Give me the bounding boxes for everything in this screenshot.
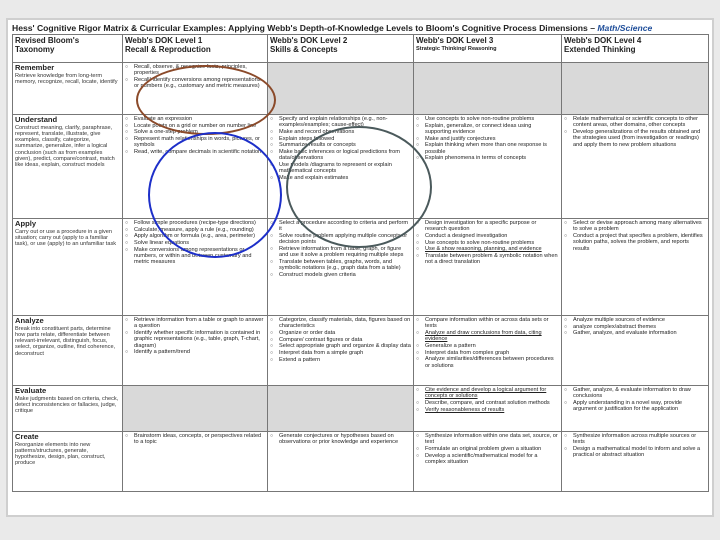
matrix-item: ○ Conduct a designed investigation [416,233,559,239]
matrix-item: ○ Represent math relationships in words, pictures, or symbols [125,136,265,149]
apply-dok4-cell [562,219,709,316]
header-dok2: Webb's DOK Level 2 Skills & Concepts [268,35,414,63]
matrix-item: ○ Explain phenomena in terms of concepts [416,155,559,161]
matrix-item: ○ Develop generalizations of the results obtained and the strategies used (from investigation or readings) and apply them to new problem situations [564,129,706,148]
matrix-item: ○ Translate between tables, graphs, words, and symbolic notations (e.g., graph data from a table) [270,259,411,272]
matrix-item: ○ Select a procedure according to criteria and perform it [270,220,411,233]
matrix-item: ○ Develop a scientific/mathematical model for a complex situation [416,453,559,466]
matrix-item: ○ Explain thinking when more than one response is possible [416,142,559,155]
understand-label-cell: Understand Construct meaning, clarify, paraphrase, represent, translate, illustrate, give examples, classify, categorize, summarize, generalize, infer a logical conclusion (such as from examples given), predict, compare/contrast, match like ideas, explain, construct models [13,115,123,219]
analyze-dok4-cell [562,316,709,386]
understand-dok3-cell [414,115,562,219]
matrix-item: ○ Apply understanding in a novel way, provide argument or justification for the application [564,400,706,413]
matrix-item: ○ Extend a pattern [270,357,411,363]
matrix-item: ○ Retrieve information from a table or graph to answer a question [125,317,265,330]
apply-label-cell: Apply Carry out or use a procedure in a given situation; carry out (apply to a familiar task), or use (apply) to an unfamiliar task [13,219,123,316]
row-evaluate [13,386,709,432]
matrix-item: ○ Select or devise approach among many alternatives to solve a problem [564,220,706,233]
matrix-item: ○ Interpret data from complex graph [416,350,559,356]
matrix-item: ○ Follow simple procedures (recipe-type directions) [125,220,265,226]
matrix-item: ○ Gather, analyze, & evaluate information to draw conclusions [564,387,706,400]
matrix-item: ○ Make conversions among representations or numbers, or within and between customary and metric measures [125,247,265,266]
create-dok4-cell [562,432,709,492]
matrix-item: ○ Select appropriate graph and organize & display data [270,343,411,349]
matrix-item: ○ Read, write, compare decimals in scientific notation [125,149,265,155]
matrix-item: ○ Generate conjectures or hypotheses based on observations or prior knowledge and experience [270,433,411,446]
remember-dok4-cell [562,63,709,115]
row-understand [13,115,709,219]
row-remember [13,63,709,115]
matrix-item: ○ Design investigation for a specific purpose or research question [416,220,559,233]
matrix-item: ○ Summarize results or concepts [270,142,411,148]
matrix-item: ○ Interpret data from a simple graph [270,350,411,356]
matrix-item: ○ Make and explain estimates [270,175,411,181]
analyze-dok2-cell [268,316,414,386]
header-dok3: Webb's DOK Level 3 Strategic Thinking/ Reasoning [414,35,562,63]
matrix-item: ○ Make and record observations [270,129,411,135]
matrix-item: ○ Construct models given criteria [270,272,411,278]
document-page [8,20,712,515]
matrix-item: ○ Solve routine problem applying multiple concepts or decision points [270,233,411,246]
matrix-item: ○ Translate between problem & symbolic notation when not a direct translation [416,253,559,266]
matrix-item: ○ Solve a one-step problem [125,129,265,135]
title-text: Hess' Cognitive Rigor Matrix & Curricular Examples: Applying Webb's Depth-of-Knowledge Levels to Bloom's Cognitive Process Dimensions – [12,23,595,33]
analyze-label-cell: Analyze Break into constituent parts, determine how parts relate, differentiate between relevant-irrelevant, distinguish, focus, select, organize, outline, find coherence, deconstruct [13,316,123,386]
matrix-item: ○ analyze complex/abstract themes [564,324,706,330]
matrix-item: ○ Specify and explain relationships (e.g., non-examples/examples; cause-effect) [270,116,411,129]
evaluate-dok2-cell [268,386,414,432]
matrix-item: ○ Relate mathematical or scientific concepts to other content areas, other domains, other concepts [564,116,706,129]
analyze-dok1-cell [123,316,268,386]
evaluate-dok1-cell [123,386,268,432]
create-label-cell: Create Reorganize elements into new patterns/structures, generate, hypothesize, design, plan, construct, produce [13,432,123,492]
matrix-item: ○ Formulate an original problem given a situation [416,446,559,452]
matrix-item: ○ Recall/ identify conversions among representations or numbers (e.g., customary and metric measures) [125,77,265,90]
matrix-item: ○ Analyze multiple sources of evidence [564,317,706,323]
matrix-item: ○ Gather, analyze, and evaluate information [564,330,706,336]
remember-dok2-cell [268,63,414,115]
matrix-item: ○ Identify whether specific information is contained in graphic representations (e.g., table, graph, T-chart, diagram) [125,330,265,349]
matrix-item: ○ Use concepts to solve non-routine problems [416,240,559,246]
evaluate-dok3-cell [414,386,562,432]
matrix-item: ○ Recall, observe, & recognize facts, principles, properties [125,64,265,77]
matrix-item: ○ Solve linear equations [125,240,265,246]
understand-dok2-cell [268,115,414,219]
matrix-item: ○ Categorize, classify materials, data, figures based on characteristics [270,317,411,330]
matrix-item: ○ Apply algorithm or formula (e.g., area, perimeter) [125,233,265,239]
create-dok1-cell [123,432,268,492]
row-apply [13,219,709,316]
matrix-item: ○ Make and justify conjectures [416,136,559,142]
evaluate-label-cell: Evaluate Make judgments based on criteria, check, detect inconsistencies or fallacies, judge, critique [13,386,123,432]
matrix-item: ○ Cite evidence and develop a logical argument for concepts or solutions [416,387,559,400]
matrix-item: ○ Compare information within or across data sets or texts [416,317,559,330]
apply-dok2-cell [268,219,414,316]
remember-dok3-cell [414,63,562,115]
create-dok2-cell [268,432,414,492]
title-accent: Math/Science [597,23,653,33]
matrix-item: ○ Organize or order data [270,330,411,336]
matrix-item: ○ Explain, generalize, or connect ideas using supporting evidence [416,123,559,136]
header-row [13,35,709,63]
remember-dok1-cell [123,63,268,115]
row-create [13,432,709,492]
matrix-item: ○ Analyze similarities/differences between procedures or solutions [416,356,559,369]
apply-dok3-cell [414,219,562,316]
matrix-item: ○ Identify a pattern/trend [125,349,265,355]
matrix-item: ○ Use concepts to solve non-routine problems [416,116,559,122]
matrix-item: ○ Conduct a project that specifies a problem, identifies solution paths, solves the problem, and reports results [564,233,706,252]
analyze-dok3-cell [414,316,562,386]
matrix-item: ○ Verify reasonableness of results [416,407,559,413]
remember-label-cell: Remember Retrieve knowledge from long-term memory, recognize, recall, locate, identify [13,63,123,115]
evaluate-dok4-cell [562,386,709,432]
matrix-item: ○ Compare/ contrast figures or data [270,337,411,343]
matrix-item: ○ Evaluate an expression [125,116,265,122]
rigor-matrix-table [12,34,709,492]
matrix-item: ○ Brainstorm ideas, concepts, or perspectives related to a topic [125,433,265,446]
create-dok3-cell [414,432,562,492]
understand-dok1-cell [123,115,268,219]
matrix-item: ○ Synthesize information across multiple sources or texts [564,433,706,446]
matrix-item: ○ Design a mathematical model to inform and solve a practical or abstract situation [564,446,706,459]
matrix-item: ○ Use & show reasoning, planning, and evidence [416,246,559,252]
matrix-item: ○ Generalize a pattern [416,343,559,349]
document-title [12,22,708,34]
matrix-item: ○ Calculate, measure, apply a rule (e.g., rounding) [125,227,265,233]
row-analyze [13,316,709,386]
header-dok4: Webb's DOK Level 4 Extended Thinking [562,35,709,63]
matrix-item: ○ Locate points on a grid or number on number line [125,123,265,129]
header-blooms: Revised Bloom's Taxonomy [13,35,123,63]
apply-dok1-cell [123,219,268,316]
matrix-item: ○ Synthesize information within one data set, source, or text [416,433,559,446]
understand-dok4-cell [562,115,709,219]
matrix-item: ○ Analyze and draw conclusions from data, citing evidence [416,330,559,343]
matrix-item: ○ Explain steps followed [270,136,411,142]
matrix-item: ○ Describe, compare, and contrast solution methods [416,400,559,406]
matrix-item: ○ Make basic inferences or logical predictions from data/observations [270,149,411,162]
header-dok1: Webb's DOK Level 1 Recall & Reproduction [123,35,268,63]
matrix-item: ○ Retrieve information from a table, graph, or figure and use it solve a problem requiring multiple steps [270,246,411,259]
matrix-item: ○ Use models /diagrams to represent or explain mathematical concepts [270,162,411,175]
